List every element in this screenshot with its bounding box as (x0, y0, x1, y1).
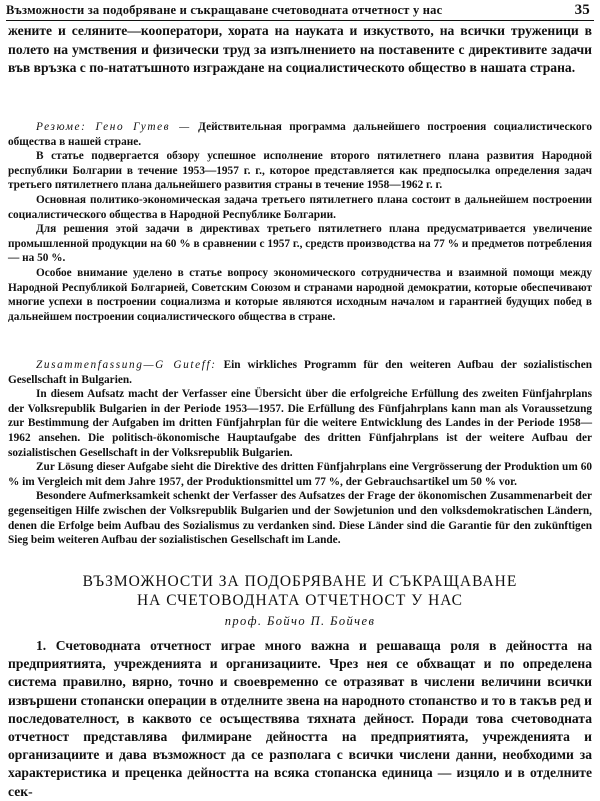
russian-summary-paragraph: В статье подвергается обзору успешное исполнение второго пятилетнего плана развития Народной республики Болгарии в течение 1953—1957 г. г., которое представляется как предпосылка определения задач третьего пятилетнего плана дальнейшего развития страны в течение 1958—1962 г. г. (8, 150, 592, 192)
article-title (8, 572, 592, 610)
article-title-line: НА СЧЕТОВОДНАТА ОТЧЕТНОСТ У НАС (136, 592, 464, 609)
german-summary-paragraph: In diesem Aufsatz macht der Verfasser eine Übersicht über die erfolgreiche Erfüllung des zweiten Fünfjahrplans der Volksrepublik Bulgarien in der Periode 1953—1957. Die Erfüllung des Fünfjahrplans kann man als Voraussetzung zur Bestimmung der Aufgaben im dritten Fünfjahrplan für die weitere Entwicklung des Landes in der Periode 1958—1962 ansehen. Die politisch-ökonomische Hauptaufgabe des dritten Fünfjahrplans ist der weitere Aufbau der sozialistischen Gesellschaft in der Volksrepublik Bulgarien. (8, 388, 592, 459)
german-summary-label: Zusammenfassung—G Guteff: (36, 359, 217, 371)
russian-summary-label: Резюме: Гено Гутев — (36, 121, 191, 133)
german-summary (8, 358, 592, 548)
intro-paragraph: жените и селяните—кооператори, хората на науката и изкуството, на всички труженици в полето на умствения и физически труд за изпълнението на поставените с директивите задачи във връзка с по-нататъшното изграждане на социалистическото общество в нашата страна. (8, 23, 592, 75)
article-paragraph: 1. Счетоводната отчетност играе много важна и решаваща роля в дейността на предприятията, учрежденията и организациите. Чрез нея се обхващат и по определена система правилно, вярно, точно и своевременно се отразяват в числени величини всички извършени стопански операции в отделните звена на народното стопанство и то в такъв ред и последователност, в каквото се осъществява тяхната дейност. Поради това счетоводната отчетност представлява филмиране дейността на предприятията, учрежденията и организациите и дава възможност да се разполага с всички числени данни, необходими за характеристика и преценка дейността на всяка стопанска единица — изцяло и в отделните сек- (8, 638, 592, 799)
article-author: проф. Бойчо П. Бойчев (224, 614, 376, 628)
running-title: Възможности за подобряване и съкращаване счетоводната отчетност у нас (6, 2, 443, 17)
page-number: 35 (574, 1, 590, 18)
russian-summary (8, 120, 592, 324)
german-summary-paragraph: Besondere Aufmerksamkeit schenkt der Verfasser des Aufsatzes der Frage der ökonomischen Zusammenarbeit der gegenseitigen Hilfe zwischen der Volksrepublik Bulgarien und der Sowjetunion und den volksdemokratischen Ländern, denen die Erfolge beim Aufbau des Sozialismus zu verdanken sind. Diese Länder sind die Garantie für den zukünftigen Sieg beim weiteren Aufbau der sozialistischen Gesellschaft im Lande. (8, 490, 592, 547)
russian-summary-title: Действительная программа дальнейшего построения социалистического общества в нашей стране. (8, 121, 592, 148)
running-header (6, 0, 594, 21)
russian-summary-paragraph: Особое внимание уделено в статье вопросу экономического сотрудничества и взаимной помощи между Народной Республикой Болгарией, Советским Союзом и странами народной демократии, которые обеспечивают многие успехи в построении социализма и которые являются исходным началом и гарантией будущих побед в дальнейшем построении социалистического общества в стране. (8, 266, 592, 323)
german-summary-paragraph: Zur Lösung dieser Aufgabe sieht die Direktive des dritten Fünfjahrplans eine Vergrösserung der Produktion um 60 % im Vergleich mit dem Jahre 1957, der Produktionsmittel um 77 %, der Gebrauchsartikel um 50 % vor. (8, 461, 592, 488)
article-body (8, 637, 592, 801)
article-title-line: ВЪЗМОЖНОСТИ ЗА ПОДОБРЯВАНЕ И СЪКРАЩАВАНЕ (82, 573, 518, 590)
intro-paragraph-block (8, 22, 592, 78)
russian-summary-paragraph: Основная политико-экономическая задача третьего пятилетнего плана состоит в дальнейшем построении социалистического общества в Народной Республике Болгарии. (8, 193, 592, 221)
german-summary-title: Ein wirkliches Programm für den weiteren Aufbau der sozialistischen Gesellschaft in Bulgarien. (8, 359, 592, 386)
russian-summary-heading (8, 120, 592, 149)
german-summary-heading (8, 358, 592, 387)
russian-summary-paragraph: Для решения этой задачи в директивах третьего пятилетнего плана предусматривается увеличение промышленной продукции на 60 % в сравнении с 1957 г., средств производства на 77 % и предметов потребления — на 50 %. (8, 223, 592, 265)
